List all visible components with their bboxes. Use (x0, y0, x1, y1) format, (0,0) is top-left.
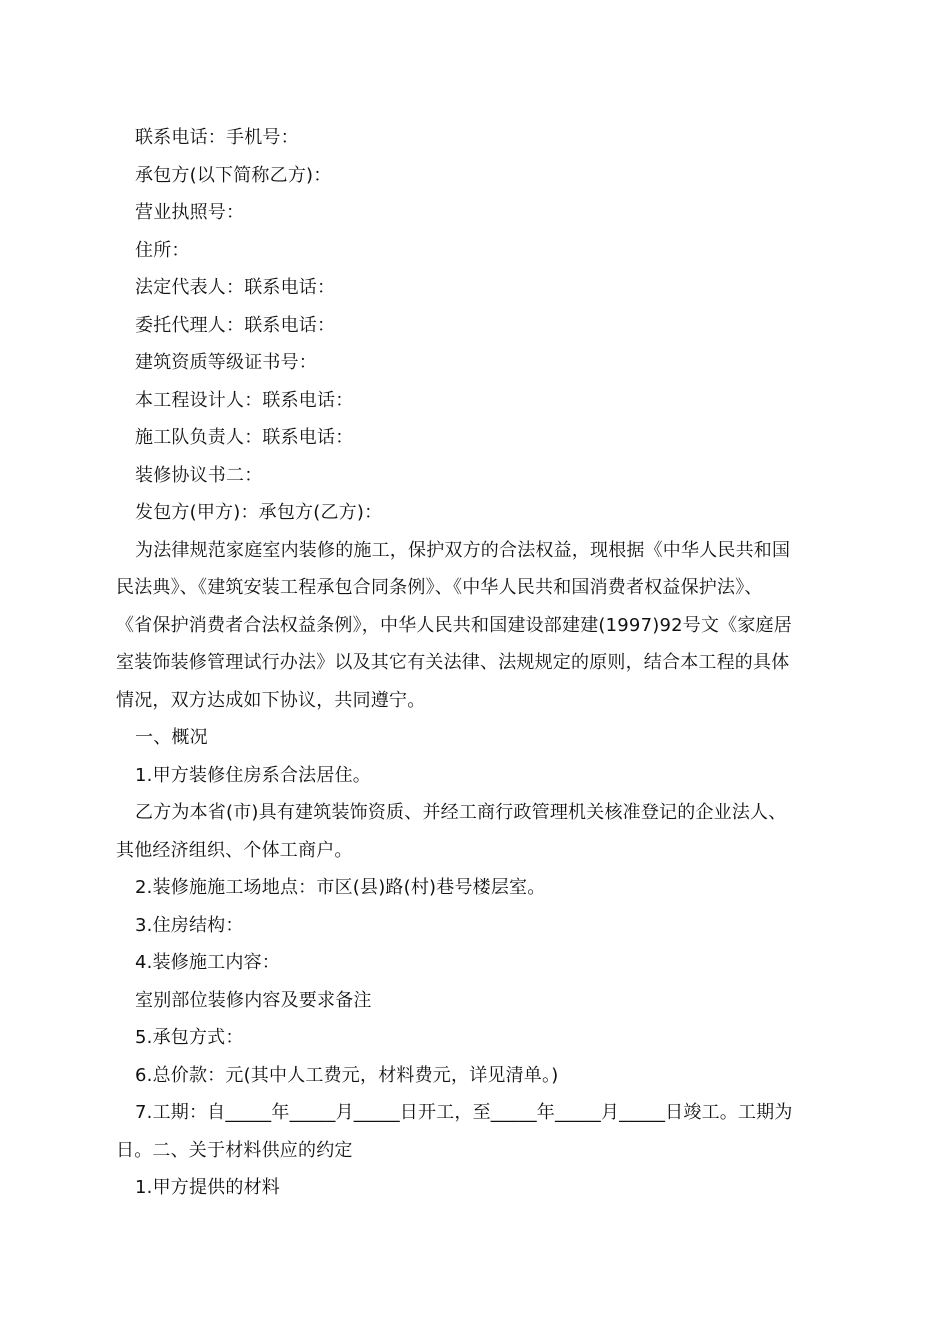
text-line: 施工队负责人：联系电话： (135, 427, 354, 448)
text-line: 建筑资质等级证书号： (135, 352, 317, 373)
text-line: 3.住房结构： (135, 914, 244, 936)
paragraph-line: 日。二、关于材料供应的约定 (116, 1139, 353, 1161)
text-line: 6.总价款：元(其中人工费元，材料费元，详见清单。) (135, 1064, 559, 1086)
document-body (116, 119, 836, 1207)
paragraph-line: 《省保护消费者合法权益条例》，中华人民共和国建设部建建(1997)92号文《家庭居 (116, 614, 792, 636)
paragraph-line: 其他经济组织、个体工商户。 (116, 839, 353, 861)
text-line: 承包方(以下简称乙方)： (135, 164, 332, 186)
text-line: 装修协议书二： (135, 464, 263, 486)
paragraph-line: 情况，双方达成如下协议，共同遵宁。 (116, 689, 426, 711)
text-line: 1.甲方装修住房系合法居住。 (135, 764, 371, 786)
text-line: 法定代表人：联系电话： (135, 277, 336, 298)
text-line: 本工程设计人：联系电话： (135, 389, 354, 411)
text-line: 1.甲方提供的材料 (135, 1177, 280, 1198)
section-heading: 一、概况 (135, 727, 208, 748)
text-line: 发包方(甲方)：承包方(乙方)： (135, 502, 383, 523)
paragraph-line: 为法律规范家庭室内装修的施工，保护双方的合法权益，现根据《中华人民共和国 (135, 539, 791, 561)
text-line: 委托代理人：联系电话： (135, 314, 336, 336)
paragraph-line: 民法典》、《建筑安装工程承包合同条例》、《中华人民共和国消费者权益保护法》、 (116, 577, 763, 598)
text-line: 4.装修施工内容： (135, 952, 280, 973)
text-line: 5.承包方式： (135, 1027, 244, 1048)
paragraph-line: 室装饰装修管理试行办法》以及其它有关法律、法规规定的原则，结合本工程的具体 (116, 652, 790, 673)
text-line: 联系电话：手机号： (135, 127, 299, 148)
text-line: 室别部位装修内容及要求备注 (135, 989, 372, 1011)
text-line: 住所： (135, 239, 190, 261)
paragraph-line: 乙方为本省(市)具有建筑装饰资质、并经工商行政管理机关核准登记的企业法人、 (135, 802, 787, 823)
paragraph-line: 7.工期：自_____年_____月_____日开工，至_____年_____月_____日竣工。工期为 (135, 1102, 793, 1123)
text-line: 营业执照号： (135, 202, 245, 223)
text-line: 2.装修施施工场地点：市区(县)路(村)巷号楼层室。 (135, 877, 546, 898)
